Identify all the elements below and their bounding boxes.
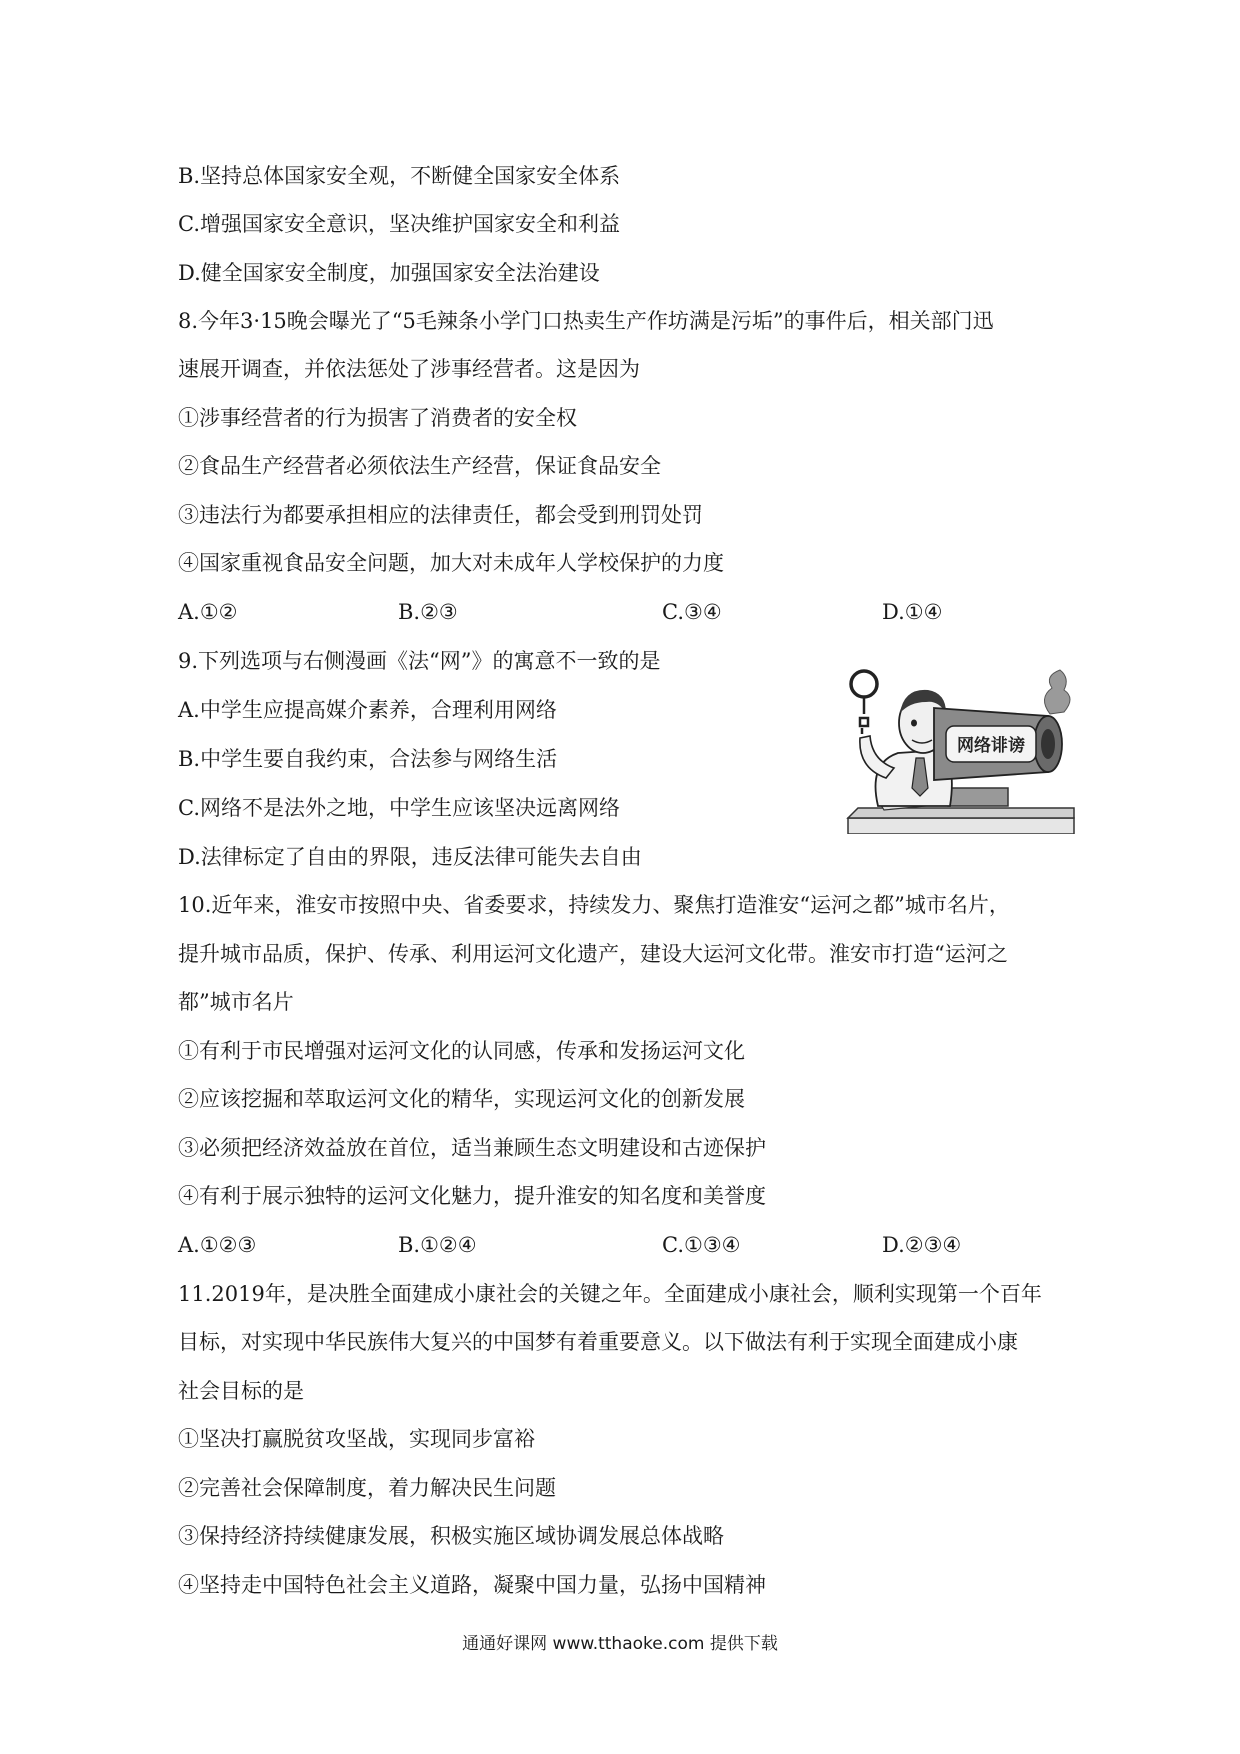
- q8-stem-line-1: 8.今年3·15晚会曝光了“5毛辣条小学门口热卖生产作坊满是污垢”的事件后，相关部门迅: [178, 309, 994, 333]
- q11-stem-line-2: 目标，对实现中华民族伟大复兴的中国梦有着重要意义。以下做法有利于实现全面建成小康: [178, 1330, 1018, 1354]
- q10-choice-c: C.①③④: [662, 1233, 741, 1257]
- q10-item-4: ④有利于展示独特的运河文化魅力，提升淮安的知名度和美誉度: [178, 1184, 766, 1208]
- q9-stem: 9.下列选项与右侧漫画《法“网”》的寓意不一致的是: [178, 649, 661, 673]
- page-footer: 通通好课网 www.tthaoke.com 提供下载: [462, 1634, 778, 1654]
- q9-option-b: B.中学生要自我约束，合法参与网络生活: [178, 747, 558, 771]
- q11-item-4: ④坚持走中国特色社会主义道路，凝聚中国力量，弘扬中国精神: [178, 1573, 766, 1597]
- q11-stem-line-1: 11.2019年，是决胜全面建成小康社会的关键之年。全面建成小康社会，顺利实现第一个百年: [178, 1282, 1042, 1306]
- q9-option-d: D.法律标定了自由的界限，违反法律可能失去自由: [178, 845, 642, 869]
- q8-item-1: ①涉事经营者的行为损害了消费者的安全权: [178, 406, 577, 430]
- q9-option-c: C.网络不是法外之地，中学生应该坚决远离网络: [178, 796, 620, 820]
- q8-choice-c: C.③④: [662, 600, 722, 624]
- q10-stem-line-2: 提升城市品质，保护、传承、利用运河文化遗产，建设大运河文化带。淮安市打造“运河之: [178, 942, 1008, 966]
- q8-item-4: ④国家重视食品安全问题，加大对未成年人学校保护的力度: [178, 551, 724, 575]
- q10-choice-b: B.①②④: [398, 1233, 477, 1257]
- q10-item-1: ①有利于市民增强对运河文化的认同感，传承和发扬运河文化: [178, 1039, 745, 1063]
- q8-stem-line-2: 速展开调查，并依法惩处了涉事经营者。这是因为: [178, 357, 640, 381]
- q11-stem-line-3: 社会目标的是: [178, 1379, 304, 1403]
- q10-item-2: ②应该挖掘和萃取运河文化的精华，实现运河文化的创新发展: [178, 1087, 745, 1111]
- q11-item-3: ③保持经济持续健康发展，积极实施区域协调发展总体战略: [178, 1524, 724, 1548]
- law-net-cartoon: [838, 668, 1084, 834]
- q7-option-c: C.增强国家安全意识，坚决维护国家安全和利益: [178, 212, 620, 236]
- q7-option-b: B.坚持总体国家安全观，不断健全国家安全体系: [178, 164, 621, 188]
- q10-item-3: ③必须把经济效益放在首位，适当兼顾生态文明建设和古迹保护: [178, 1136, 766, 1160]
- q11-item-2: ②完善社会保障制度，着力解决民生问题: [178, 1476, 556, 1500]
- q8-item-2: ②食品生产经营者必须依法生产经营，保证食品安全: [178, 454, 661, 478]
- q10-choice-d: D.②③④: [882, 1233, 962, 1257]
- cartoon-label: 网络诽谤: [957, 736, 1025, 756]
- q11-item-1: ①坚决打赢脱贫攻坚战，实现同步富裕: [178, 1427, 535, 1451]
- q9-option-a: A.中学生应提高媒介素养，合理利用网络: [178, 698, 557, 722]
- q10-stem-line-3: 都”城市名片: [178, 990, 294, 1014]
- q7-option-d: D.健全国家安全制度，加强国家安全法治建设: [178, 261, 600, 285]
- q8-choice-d: D.①④: [882, 600, 943, 624]
- q8-choice-b: B.②③: [398, 600, 458, 624]
- q10-choice-a: A.①②③: [178, 1233, 257, 1257]
- q8-choice-a: A.①②: [178, 600, 238, 624]
- q10-stem-line-1: 10.近年来，淮安市按照中央、省委要求，持续发力、聚焦打造淮安“运河之都”城市名片，: [178, 893, 1010, 917]
- q8-item-3: ③违法行为都要承担相应的法律责任，都会受到刑罚处罚: [178, 503, 703, 527]
